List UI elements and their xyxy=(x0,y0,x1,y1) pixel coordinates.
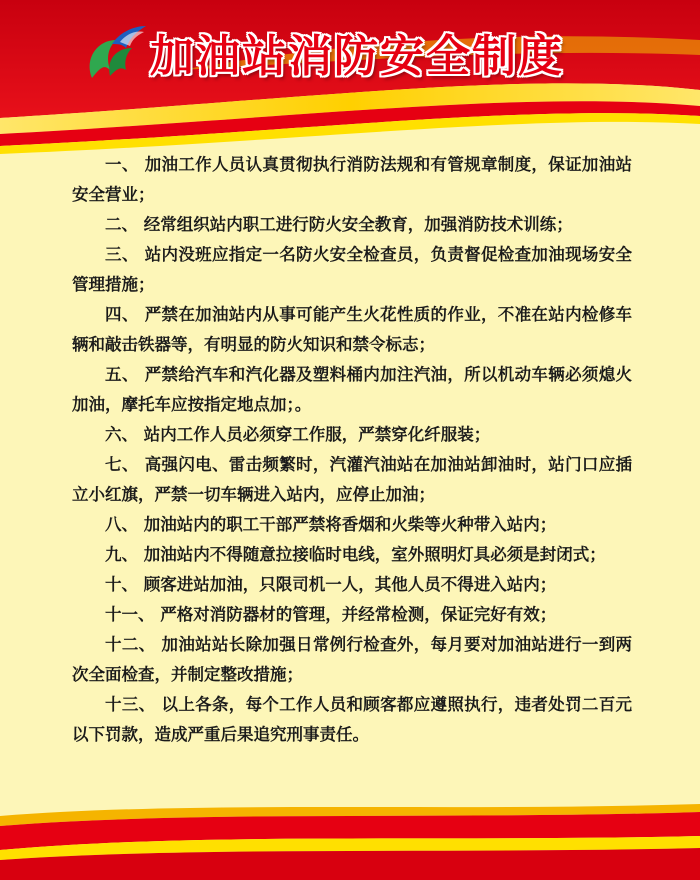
regulation-clause xyxy=(72,690,632,750)
regulation-clause xyxy=(72,630,632,690)
clause-number: 一、 xyxy=(105,155,139,174)
clause-number: 七、 xyxy=(105,455,139,474)
clause-text: 严格对消防器材的管理，并经常检测，保证完好有效； xyxy=(160,605,557,624)
clause-text: 加油站内不得随意拉接临时电线，室外照明灯具必须是封闭式； xyxy=(143,545,606,564)
page-title: 加油站消防安全制度 xyxy=(150,31,564,82)
clause-number: 四、 xyxy=(105,305,139,324)
clause-text: 高强闪电、雷击频繁时，汽灌汽油站在加油站卸油时，站门口应插立小红旗，严禁一切车辆进入站内，应停止加油； xyxy=(72,455,633,504)
clause-text: 加油站内的职工干部严禁将香烟和火柴等火种带入站内； xyxy=(143,515,557,534)
clause-text: 严禁给汽车和汽化器及塑料桶内加注汽油，所以机动车辆必须熄火加油，摩托车应按指定地点加；。 xyxy=(72,365,633,414)
clause-number: 十二、 xyxy=(105,635,156,654)
regulation-clause xyxy=(72,420,632,450)
regulation-clause xyxy=(72,210,632,240)
clause-text: 加油站站长除加强日常例行检查外，每月要对加油站进行一到两次全面检查，并制定整改措施； xyxy=(72,635,633,684)
regulation-clause xyxy=(72,600,632,630)
clause-text: 严禁在加油站内从事可能产生火花性质的作业，不准在站内检修车辆和敲击铁器等，有明显的防火知识和禁令标志； xyxy=(72,305,633,354)
clause-number: 三、 xyxy=(105,245,139,264)
regulation-clause xyxy=(72,240,632,300)
clause-number: 六、 xyxy=(105,425,138,444)
clause-number: 二、 xyxy=(105,215,138,234)
clause-number: 十一、 xyxy=(105,605,155,624)
regulation-clause xyxy=(72,510,632,540)
clause-number: 五、 xyxy=(105,365,139,384)
regulation-clause xyxy=(72,450,632,510)
clause-text: 站内没班应指定一名防火安全检查员，负责督促检查加油现场安全管理措施； xyxy=(72,245,633,294)
clause-text: 加油工作人员认真贯彻执行消防法规和有管规章制度，保证加油站安全营业； xyxy=(72,155,633,204)
regulation-clause xyxy=(72,150,632,210)
regulation-clause xyxy=(72,570,632,600)
clause-text: 站内工作人员必须穿工作服，严禁穿化纤服装； xyxy=(143,425,491,444)
regulation-clause xyxy=(72,540,632,570)
regulation-clause xyxy=(72,360,632,420)
regulation-list xyxy=(72,150,632,750)
clause-text: 经常组织站内职工进行防火安全教育，加强消防技术训练； xyxy=(143,215,573,234)
regulation-clause xyxy=(72,300,632,360)
footer-banner xyxy=(0,790,700,880)
clause-number: 十三、 xyxy=(105,695,156,714)
clause-text: 以上各条，每个工作人员和顾客都应遵照执行，违者处罚二百元以下罚款，造成严重后果追究刑事责任。 xyxy=(72,695,633,744)
clause-number: 十、 xyxy=(105,575,138,594)
clause-number: 九、 xyxy=(105,545,138,564)
clause-number: 八、 xyxy=(105,515,138,534)
flame-leaf-logo xyxy=(80,18,150,88)
clause-text: 顾客进站加油，只限司机一人，其他人员不得进入站内； xyxy=(143,575,557,594)
